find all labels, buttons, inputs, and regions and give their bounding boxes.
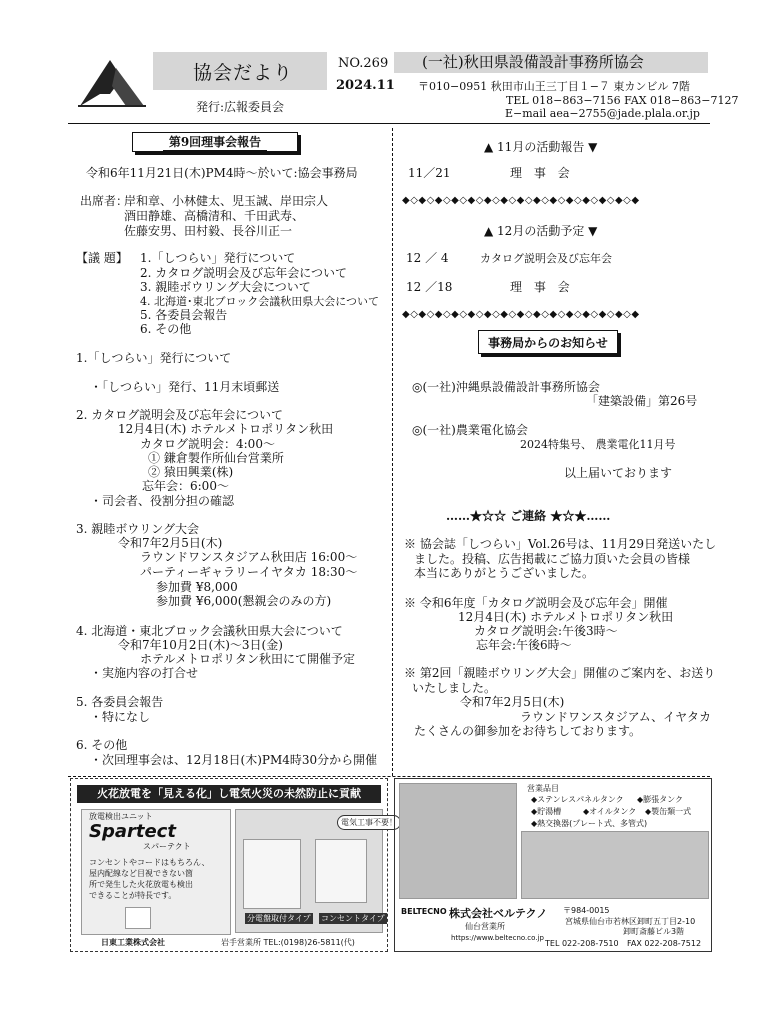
no-work-badge: 電気工事不要！	[337, 815, 401, 830]
advertisement-beltecno	[394, 778, 712, 952]
agenda-item: 5. 各委員会報告	[140, 308, 228, 322]
product-item: ◆製缶類一式	[645, 807, 692, 816]
contact-line: いたしました。	[412, 681, 497, 695]
section-line: ② 猿田興業(株)	[148, 465, 234, 479]
contact-line: ました。投稿、広告掲載にご協力頂いた会員の皆様	[414, 552, 691, 566]
product-item: ◆オイルタンク	[583, 807, 637, 816]
section-title: 4. 北海道・東北ブロック会議秋田県大会について	[76, 624, 343, 638]
section-line: 参加費 ¥6,000(懇親会のみの方)	[156, 594, 332, 608]
issue-date: 2024.11	[336, 78, 395, 93]
advertiser-address: 宮城県仙台市若林区卸町五丁目2-10	[565, 917, 696, 926]
contact-line: ※ 令和6年度「カタログ説明会及び忘年会」開催	[404, 596, 668, 610]
november-activity-header: ▲ 11月の活動報告 ▼	[484, 140, 598, 154]
section-line: 12月4日(木) ホテルメトロポリタン秋田	[118, 422, 334, 436]
office-notice-title: 事務局からのお知らせ	[478, 330, 618, 354]
header-rule	[68, 123, 710, 124]
section-title: 2. カタログ説明会及び忘年会について	[76, 408, 284, 422]
contact-title: ……★☆☆ ご連絡 ★☆★……	[446, 509, 611, 523]
advertisement-nitto	[70, 778, 397, 952]
section-title: 5. 各委員会報告	[76, 695, 164, 709]
product-desc: 屋内配線など目視できない箇	[89, 869, 193, 878]
agenda-item: 4. 北海道･東北ブロック会議秋田県大会について	[140, 295, 380, 308]
type-label: コンセントタイプ	[321, 914, 385, 923]
contact-line: カタログ説明会:午後3時〜	[474, 624, 618, 638]
section-line: 忘年会：6:00〜	[142, 479, 229, 493]
product-item: ◆熱交換器(プレート式、多管式)	[531, 819, 648, 828]
agenda-item: 1.「しつらい」発行について	[140, 251, 296, 265]
agenda-item: 2. カタログ説明会及び忘年会について	[140, 266, 348, 280]
meeting-date-line: 令和6年11月21日(木)PM4時〜於いて:協会事務局	[86, 166, 358, 180]
notice-org: ◎(一社)農業電化協会	[412, 423, 528, 437]
organization-name: (一社)秋田県設備設計事務所協会	[394, 52, 708, 73]
notice-publication: 2024特集号、 農業電化11月号	[520, 438, 676, 451]
product-item: ◆膨張タンク	[637, 795, 683, 804]
products-label: 営業品目	[527, 784, 559, 793]
agenda-item: 3. 親睦ボウリング大会について	[140, 280, 311, 294]
product-item: ◆貯湯槽	[531, 807, 562, 816]
organization-tel-fax: TEL 018−863−7156 FAX 018−863−7127	[506, 94, 739, 107]
association-logo	[76, 54, 148, 108]
board-meeting-title: 第9回理事会報告	[132, 132, 298, 152]
diamond-divider: ◆◇◆◇◆◇◆◇◆◇◆◇◆◇◆◇◆◇◆◇◆◇◆◇◆◇◆◇◆	[402, 195, 640, 206]
newsletter-title: 協会だより	[153, 52, 327, 90]
section-line: ・実施内容の打合せ	[90, 666, 199, 680]
column-divider	[392, 128, 393, 776]
section-line: 令和7年2月5日(木)	[118, 536, 223, 550]
contact-line: 12月4日(木) ホテルメトロポリタン秋田	[458, 610, 674, 624]
publisher: 発行:広報委員会	[196, 100, 285, 114]
section-line: パーティーギャラリーイヤタカ 18:30〜	[140, 565, 358, 579]
section-line: ホテルメトロポリタン秋田にて開催予定	[140, 652, 356, 666]
ad-banner: 火花放電を「見える化」し電気火災の未然防止に貢献	[77, 785, 381, 803]
notice-publication: 「建築設備」第26号	[586, 394, 698, 408]
agenda-label: 【議 題】	[76, 251, 128, 265]
contact-line: 本当にありがとうございました。	[414, 566, 595, 580]
agenda-item: 6. その他	[140, 322, 192, 336]
section-line: ・次回理事会は、12月18日(木)PM4時30分から開催	[90, 753, 378, 767]
section-line: ・司会者、役割分担の確認	[90, 494, 235, 508]
advertiser-tel: TEL 022-208-7510	[545, 939, 619, 948]
ads-divider	[68, 776, 710, 777]
product-name: Spartect	[89, 821, 176, 842]
beltecno-logo: BELTECNO	[401, 907, 447, 916]
product-small-label: 放電検出ユニット	[89, 812, 153, 821]
product-desc: コンセントやコードはもちろん、	[89, 858, 210, 867]
contact-line: ※ 第2回「親睦ボウリング大会」開催のご案内を、お送り	[404, 666, 716, 680]
notice-org: ◎(一社)沖縄県設備設計事務所協会	[412, 380, 600, 394]
advertiser-fax: FAX 022-208-7512	[627, 939, 702, 948]
advertiser-address: 卸町斎藤ビル3階	[623, 927, 685, 936]
product-photos	[521, 831, 709, 899]
qr-code-icon	[125, 907, 151, 929]
breaker-unit-image	[243, 839, 301, 909]
attendees-label: 出席者：	[80, 194, 129, 208]
attendees-line: 佐藤安男、田村毅、長谷川正一	[124, 224, 293, 238]
outlet-unit-image	[315, 839, 367, 903]
contact-line: ※ 協会誌「しつらい」Vol.26号は、11月29日発送いたし	[404, 537, 717, 551]
section-line: ラウンドワンスタジアム秋田店 16:00〜	[140, 550, 358, 564]
advertiser-name: 株式会社ベルテクノ	[449, 907, 548, 920]
diamond-divider: ◆◇◆◇◆◇◆◇◆◇◆◇◆◇◆◇◆◇◆◇◆◇◆◇◆◇◆◇◆	[402, 309, 640, 320]
advertiser-url: https://www.beltecno.co.jp	[451, 934, 544, 942]
contact-line: たくさんの御参加をお待ちしております。	[414, 724, 642, 738]
activity-date: 12 ／ 4	[406, 251, 449, 265]
section-line: カタログ説明会：4:00〜	[140, 437, 275, 451]
section-line: ・特になし	[90, 710, 151, 724]
type-label: 分電盤取付タイプ	[247, 914, 311, 923]
attendees-line: 酒田静雄、高橋清和、千田武寿、	[124, 209, 305, 223]
section-line: 参加費 ¥8,000	[156, 580, 238, 594]
activity-event: 理 事 会	[510, 166, 574, 180]
advertiser-branch: 岩手営業所 TEL:(0198)26-5811(代)	[221, 938, 355, 947]
section-line: ① 鎌倉製作所仙台営業所	[148, 451, 284, 465]
section-title: 1.「しつらい」発行について	[76, 351, 232, 365]
contact-line: 令和7年2月5日(木)	[460, 695, 565, 709]
section-line: 令和7年10月2日(木)〜3日(金)	[118, 638, 283, 652]
notice-end: 以上届いております	[564, 466, 673, 480]
section-title: 3. 親睦ボウリング大会	[76, 522, 200, 536]
organization-email: E−mail aea−2755@jade.plala.or.jp	[505, 107, 700, 120]
advertiser-branch: 仙台営業所	[465, 922, 505, 931]
contact-line: ラウンドワンスタジアム、イヤタカ	[520, 710, 712, 724]
product-kana: スパーテクト	[143, 842, 191, 851]
advertiser-postal: 〒984-0015	[563, 906, 610, 915]
december-activity-header: ▲ 12月の活動予定 ▼	[484, 224, 598, 238]
attendees-line: 岸和章、小林健太、児玉誠、岸田宗人	[124, 194, 329, 208]
section-title: 6. その他	[76, 738, 128, 752]
product-desc: 所で発生した火花放電も検出	[89, 880, 193, 889]
organization-address: 〒010−0951 秋田市山王三丁目１−７ 東カンビル 7階	[418, 80, 690, 93]
tank-photo	[399, 783, 517, 899]
section-line: ・「しつらい」発行、11月末頃郵送	[90, 380, 280, 394]
contact-line: 忘年会:午後6時〜	[476, 638, 572, 652]
product-item: ◆ステンレスパネルタンク	[531, 795, 624, 804]
issue-number: NO.269	[338, 56, 389, 71]
product-desc: できることが特長です。	[89, 891, 177, 900]
activity-date: 12 ／18	[406, 280, 453, 294]
activity-event: 理 事 会	[510, 280, 574, 294]
activity-date: 11／21	[408, 166, 451, 180]
activity-event: カタログ説明会及び忘年会	[480, 252, 612, 265]
advertiser-name: 日東工業株式会社	[101, 938, 165, 947]
